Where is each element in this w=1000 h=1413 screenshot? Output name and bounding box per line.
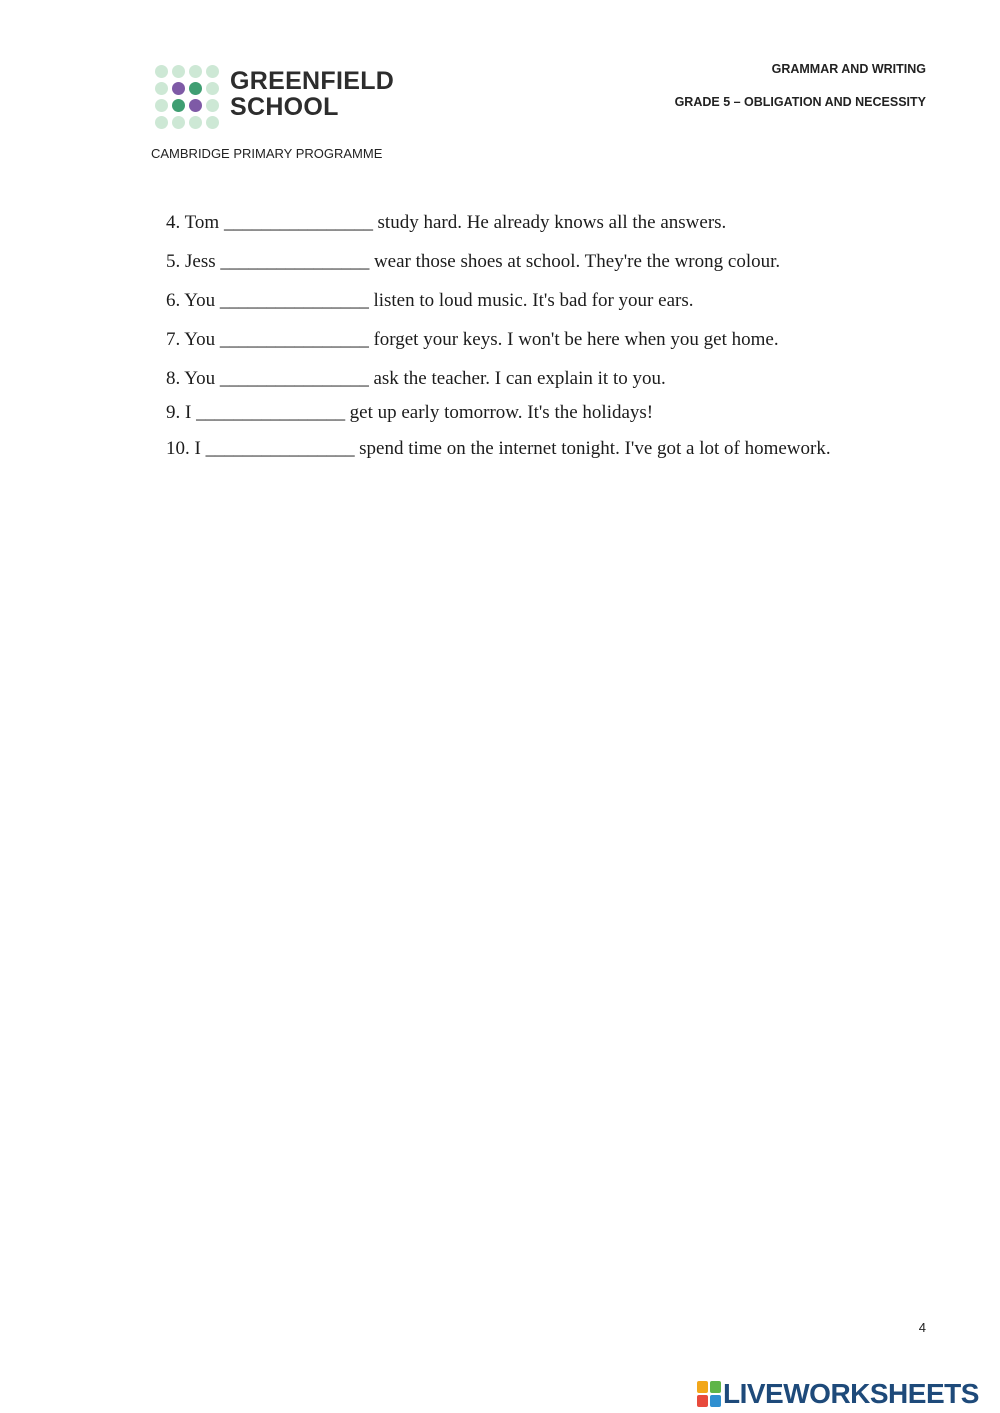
question-8 [166,368,666,390]
subject-heading: GRAMMAR AND WRITING [771,62,926,76]
question-4 [166,212,726,234]
answer-blank[interactable]: ________________ [196,402,345,423]
question-text: wear those shoes at school. They're the wrong colour. [373,251,781,272]
question-prefix: 5. Jess [166,251,216,272]
question-prefix: 8. You [166,368,216,389]
question-prefix: 6. You [166,290,216,311]
answer-blank[interactable]: ________________ [223,212,373,233]
question-prefix: 9. I [166,402,192,423]
question-prefix: 4. Tom [166,212,220,233]
question-prefix: 10. I [166,438,201,459]
question-9 [166,402,653,424]
question-prefix: 7. You [166,329,216,350]
question-text: listen to loud music. It's bad for your ears. [373,290,694,311]
question-5 [166,251,780,273]
question-10 [166,438,831,460]
logo-dots-icon [155,65,221,131]
question-text: get up early tomorrow. It's the holidays! [349,402,654,423]
question-text: forget your keys. I won't be here when you get home. [373,329,779,350]
answer-blank[interactable]: ________________ [220,251,370,272]
programme-label: CAMBRIDGE PRIMARY PROGRAMME [151,146,383,161]
question-6 [166,290,693,312]
school-name-line2: SCHOOL [230,93,339,121]
question-text: study hard. He already knows all the answers. [377,212,727,233]
school-logo [150,60,415,132]
answer-blank[interactable]: ________________ [205,438,355,459]
question-7 [166,329,779,351]
question-text: ask the teacher. I can explain it to you. [373,368,666,389]
answer-blank[interactable]: ________________ [219,329,369,350]
answer-blank[interactable]: ________________ [219,368,369,389]
liveworksheets-text: LIVEWORKSHEETS [723,1378,979,1409]
topic-heading: GRADE 5 – OBLIGATION AND NECESSITY [674,95,926,109]
answer-blank[interactable]: ________________ [219,290,369,311]
liveworksheets-icon [697,1381,721,1407]
school-name [230,68,394,120]
page-number: 4 [918,1320,926,1335]
school-name-line1: GREENFIELD [230,67,395,95]
question-text: spend time on the internet tonight. I've got a lot of homework. [359,438,831,459]
